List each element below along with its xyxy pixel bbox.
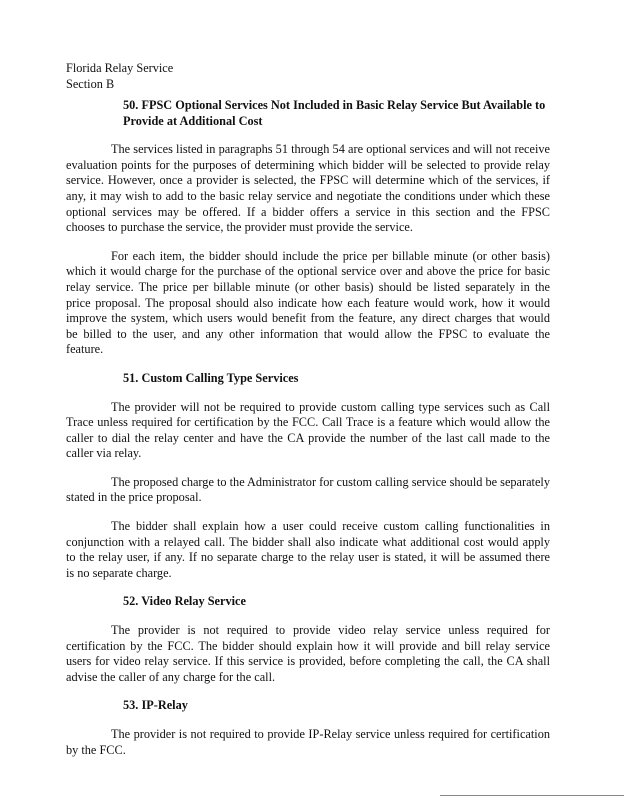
paragraph <box>66 519 550 581</box>
document-header <box>66 60 173 92</box>
text-line: caller via relay. <box>66 446 142 461</box>
text-line: is no separate charge. <box>66 565 172 580</box>
text-line: The provider is not required to provide IP-Relay service unless required for certification <box>111 727 550 741</box>
paragraph <box>66 727 550 758</box>
text-line: to the relay user, if any. If no separate charge to the relay user is stated, it will be assumed there <box>66 550 550 565</box>
text-line: caller to dial the relay center and have the CA provide the number of the last call made to the <box>66 430 550 445</box>
text-line: evaluation points for the purposes of determining which bidder will be selected to provide relay <box>66 157 550 172</box>
text-line: conjunction with a relayed call. The bidder shall also indicate what additional cost would apply <box>66 534 550 549</box>
text-line: The provider is not required to provide video relay service unless required for <box>111 623 550 638</box>
text-line: optional services may be offered. If a bidder offers a service in this section and the FPSC <box>66 204 550 219</box>
heading-line: 52. Video Relay Service <box>123 594 246 609</box>
text-line: The provider will not be required to provide custom calling type services such as Call <box>111 399 550 414</box>
text-line: service. However, once a provider is selected, the FPSC will determine which of the services, if <box>66 173 550 188</box>
heading-line: 50. FPSC Optional Services Not Included in Basic Relay Service But Available to <box>123 98 546 112</box>
text-line: feature. <box>66 342 104 357</box>
text-line: chooses to purchase the service, the provider must provide the service. <box>66 220 413 235</box>
section-heading <box>123 594 550 610</box>
text-line: The bidder shall explain how a user could receive custom calling functionalities in <box>111 519 550 534</box>
text-line: stated in the price proposal. <box>66 490 202 505</box>
text-line: any, it may wish to add to the basic relay service and negotiate the conditions under which these <box>66 188 550 203</box>
text-line: improve the system, which users would benefit from the feature, any direct charges that would <box>66 311 550 326</box>
paragraph <box>66 623 550 685</box>
paragraph <box>66 400 550 462</box>
section-heading <box>123 371 550 387</box>
text-line: For each item, the bidder should include the price per billable minute (or other basis) <box>111 248 550 263</box>
text-line: certification by the FCC. The bidder should explain how it will provide and bill relay service <box>66 638 550 653</box>
text-line: users for video relay service. If this service is provided, before completing the call, the CA shall <box>66 654 550 669</box>
paragraph <box>66 142 550 236</box>
header-section: Section B <box>66 77 115 91</box>
heading-line: 51. Custom Calling Type Services <box>123 370 299 385</box>
section-heading <box>123 698 550 714</box>
document-body <box>66 98 550 771</box>
text-line: advise the caller of any charge for the call. <box>66 669 276 684</box>
footer-rule <box>440 795 624 796</box>
paragraph <box>66 475 550 506</box>
heading-line: Provide at Additional Cost <box>123 113 263 128</box>
section-heading <box>123 98 550 129</box>
text-line: Trace unless required for certification by the FCC. Call Trace is a feature which would allow the <box>66 415 550 430</box>
text-line: relay service. The price per billable minute (or other basis) should be listed separately in the <box>66 279 550 294</box>
text-line: be billed to the user, and any other information that would allow the FPSC to evaluate the <box>66 326 550 341</box>
text-line: price proposal. The proposal should also indicate how each feature would work, how it would <box>66 295 550 310</box>
header-title: Florida Relay Service <box>66 61 174 75</box>
text-line: by the FCC. <box>66 742 126 757</box>
heading-line: 53. IP-Relay <box>123 698 188 713</box>
text-line: The services listed in paragraphs 51 through 54 are optional services and will not receive <box>111 142 550 157</box>
text-line: which it would charge for the purchase of the optional service over and above the price for basic <box>66 264 550 279</box>
text-line: The proposed charge to the Administrator for custom calling service should be separately <box>111 474 550 489</box>
paragraph <box>66 249 550 358</box>
